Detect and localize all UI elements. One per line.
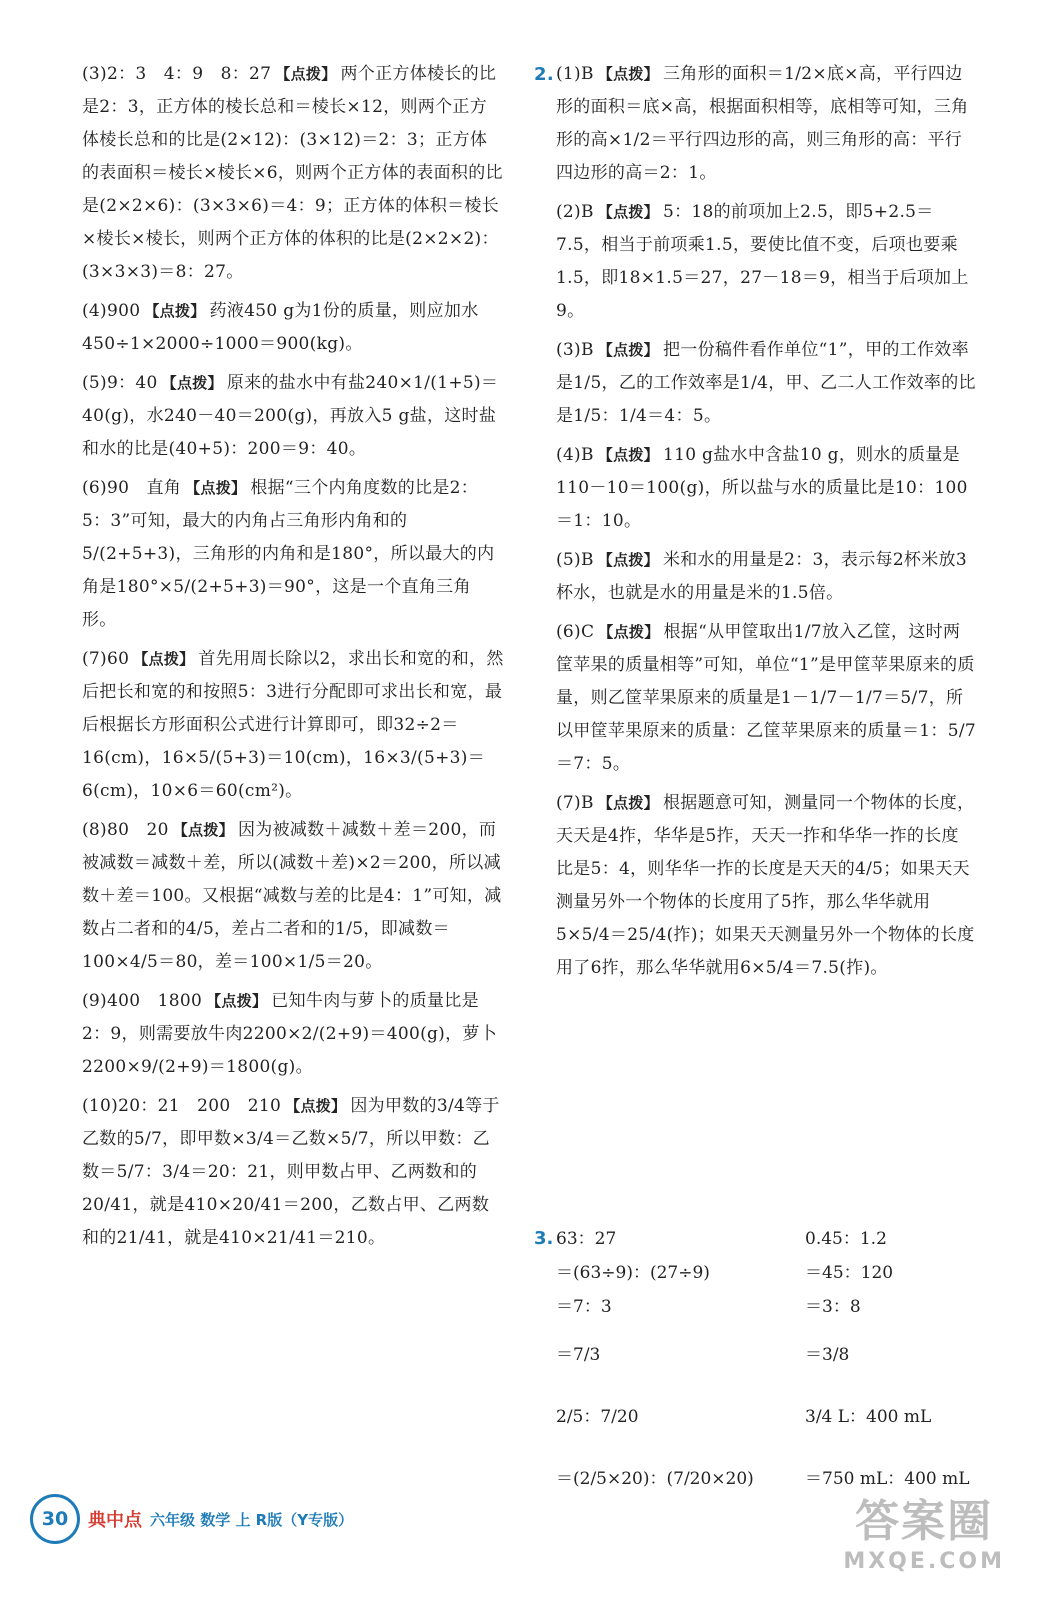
q3-right-calculation bbox=[805, 1222, 1005, 1510]
book-info: 六年级 数学 上 R版（Y专版） bbox=[150, 1510, 354, 1529]
hint-label: 【点拨】 bbox=[597, 203, 659, 221]
hint-label: 【点拨】 bbox=[597, 446, 659, 464]
question-number: 2. bbox=[534, 64, 554, 85]
answer-block bbox=[82, 643, 504, 808]
calc-step: ＝750 mL：400 mL bbox=[805, 1469, 970, 1489]
hint-label: 【点拨】 bbox=[206, 992, 268, 1010]
hint-text: 三角形的面积＝1/2×底×高，平行四边形的面积＝底×高，根据面积相等，底相等可知，三角形的高×1/2＝平行四边形的高，则三角形的高：平行四边形的高＝2：1。 bbox=[556, 64, 969, 183]
right-column bbox=[534, 58, 976, 991]
answer-block bbox=[82, 814, 504, 979]
calc-step: ＝3/8 bbox=[805, 1345, 850, 1365]
answer-block bbox=[556, 196, 976, 328]
answer-label: (6)90 直角 bbox=[82, 478, 182, 498]
calc-step: 0.45：1.2 bbox=[805, 1229, 887, 1249]
calc-step: ＝7/3 bbox=[556, 1345, 601, 1365]
hint-label: 【点拨】 bbox=[161, 374, 223, 392]
answer-label: (5)B bbox=[556, 550, 594, 570]
hint-label: 【点拨】 bbox=[597, 794, 659, 812]
answer-block bbox=[82, 58, 504, 289]
calc-step: 3/4 L：400 mL bbox=[805, 1407, 932, 1427]
hint-text: 已知牛肉与萝卜的质量比是2：9，则需要放牛肉2200×2/(2+9)＝400(g)，萝卜2200×9/(2+9)＝1800(g)。 bbox=[82, 991, 498, 1077]
calc-step: ＝(2/5×20)：(7/20×20) bbox=[556, 1469, 754, 1489]
hint-label: 【点拨】 bbox=[597, 65, 659, 83]
answer-label: (7)B bbox=[556, 793, 594, 813]
answer-label: (1)B bbox=[556, 64, 594, 84]
hint-text: 原来的盐水中有盐240×1/(1+5)＝40(g)，水240－40＝200(g)，再放入5 g盐，这时盐和水的比是(40+5)：200＝9：40。 bbox=[82, 373, 499, 459]
answer-label: (10)20：21 200 210 bbox=[82, 1096, 282, 1116]
answer-block bbox=[82, 985, 504, 1084]
answer-block bbox=[82, 295, 504, 361]
q3-left-calculation bbox=[534, 1222, 756, 1510]
calc-step: ＝45：120 bbox=[805, 1263, 894, 1283]
hint-text: 药液450 g为1份的质量，则应加水450÷1×2000÷1000＝900(kg)。 bbox=[82, 301, 479, 354]
answer-label: (6)C bbox=[556, 622, 595, 642]
hint-label: 【点拨】 bbox=[185, 479, 247, 497]
calc-step: 63：27 bbox=[556, 1229, 617, 1249]
hint-label: 【点拨】 bbox=[133, 650, 195, 668]
answer-label: (3)2：3 4：9 8：27 bbox=[82, 64, 272, 84]
answer-block bbox=[556, 439, 976, 538]
hint-text: 因为被减数＋减数＋差＝200，而被减数＝减数＋差，所以(减数＋差)×2＝200，所以减数＋差＝100。又根据“减数与差的比是4：1”可知，减数占二者和的4/5，差占二者和的1/5，即减数＝100×4/5＝80，差＝100×1/5＝20。 bbox=[82, 820, 502, 972]
hint-text: 根据“从甲筐取出1/7放入乙筐，这时两筐苹果的质量相等”可知，单位“1”是甲筐苹果原来的质量，则乙筐苹果原来的质量是1－1/7－1/7＝5/7，所以甲筐苹果原来的质量：乙筐苹果原来的质量＝1：5/7＝7：5。 bbox=[556, 622, 976, 774]
hint-text: 首先用周长除以2，求出长和宽的和，然后把长和宽的和按照5：3进行分配即可求出长和宽，最后根据长方形面积公式进行计算即可，即32÷2＝16(cm)，16×5/(5+3)＝10(cm)，16×3/(5+3)＝6(cm)，10×6＝60(cm²)。 bbox=[82, 649, 504, 801]
answer-block bbox=[556, 334, 976, 433]
answer-block bbox=[556, 787, 976, 985]
answer-label: (8)80 20 bbox=[82, 820, 169, 840]
answer-block bbox=[82, 1090, 504, 1255]
question-number: 3. bbox=[534, 1228, 554, 1249]
answer-block bbox=[556, 544, 976, 610]
hint-text: 米和水的用量是2：3，表示每2杯米放3杯水，也就是水的用量是米的1.5倍。 bbox=[556, 550, 967, 603]
hint-label: 【点拨】 bbox=[275, 65, 337, 83]
answer-block bbox=[82, 472, 504, 637]
hint-label: 【点拨】 bbox=[144, 302, 206, 320]
answer-block bbox=[556, 616, 976, 781]
page-number: 30 bbox=[30, 1494, 80, 1544]
hint-text: 110 g盐水中含盐10 g，则水的质量是110－10＝100(g)，所以盐与水的质量比是10：100＝1：10。 bbox=[556, 445, 968, 531]
answer-label: (9)400 1800 bbox=[82, 991, 203, 1011]
answer-label: (4)B bbox=[556, 445, 594, 465]
calc-step: ＝(63÷9)：(27÷9) bbox=[556, 1263, 710, 1283]
answer-label: (5)9：40 bbox=[82, 373, 158, 393]
watermark-title: 答案圈 bbox=[855, 1496, 994, 1547]
answer-block bbox=[534, 58, 976, 190]
hint-label: 【点拨】 bbox=[597, 551, 659, 569]
answer-label: (7)60 bbox=[82, 649, 130, 669]
calc-step: 2/5：7/20 bbox=[556, 1407, 639, 1427]
left-column bbox=[82, 58, 504, 1261]
hint-text: 5：18的前项加上2.5，即5+2.5＝7.5，相当于前项乘1.5，要使比值不变，后项也要乘1.5，即18×1.5＝27，27－18＝9，相当于后项加上9。 bbox=[556, 202, 969, 321]
hint-text: 因为甲数的3/4等于乙数的5/7，即甲数×3/4＝乙数×5/7，所以甲数：乙数＝5/7：3/4＝20：21，则甲数占甲、乙两数和的20/41，就是410×20/41＝200，乙数占甲、乙两数和的21/41，就是410×21/41＝210。 bbox=[82, 1096, 500, 1248]
hint-label: 【点拨】 bbox=[285, 1097, 347, 1115]
answer-block bbox=[82, 367, 504, 466]
hint-label: 【点拨】 bbox=[172, 821, 234, 839]
answer-label: (2)B bbox=[556, 202, 594, 222]
answer-label: (4)900 bbox=[82, 301, 141, 321]
hint-label: 【点拨】 bbox=[598, 623, 660, 641]
hint-text: 把一份稿件看作单位“1”，甲的工作效率是1/5，乙的工作效率是1/4，甲、乙二人工作效率的比是1/5：1/4＝4：5。 bbox=[556, 340, 976, 426]
hint-label: 【点拨】 bbox=[597, 341, 659, 359]
hint-text: 两个正方体棱长的比是2：3，正方体的棱长总和＝棱长×12，则两个正方体棱长总和的比是(2×12)：(3×12)＝2：3；正方体的表面积＝棱长×棱长×6，则两个正方体的表面积的比是(2×2×6)：(3×3×6)＝4：9；正方体的体积＝棱长×棱长×棱长，则两个正方体的体积的比是(2×2×2)：(3×3×3)＝8：27。 bbox=[82, 64, 503, 282]
hint-text: 根据“三个内角度数的比是2：5：3”可知，最大的内角占三角形内角和的5/(2+5+3)，三角形的内角和是180°，所以最大的内角是180°×5/(2+5+3)＝90°，这是一个直角三角形。 bbox=[82, 478, 495, 630]
watermark-url: MXQE.COM bbox=[843, 1549, 1005, 1574]
hint-text: 根据题意可知，测量同一个物体的长度，天天是4拃，华华是5拃，天天一拃和华华一拃的长度比是5：4，则华华一拃的长度是天天的4/5；如果天天测量另外一个物体的长度用了5拃，那么华华就用5×5/4＝25/4(拃)；如果天天测量另外一个物体的长度用了6拃，那么华华就用6×5/4＝7.5(拃)。 bbox=[556, 793, 975, 978]
calc-step: ＝7：3 bbox=[556, 1297, 612, 1317]
page-footer bbox=[30, 1494, 353, 1544]
calc-step: ＝3：8 bbox=[805, 1297, 861, 1317]
answer-label: (3)B bbox=[556, 340, 594, 360]
brand-logo: 典中点 bbox=[88, 1510, 142, 1531]
watermark bbox=[843, 1485, 1005, 1574]
